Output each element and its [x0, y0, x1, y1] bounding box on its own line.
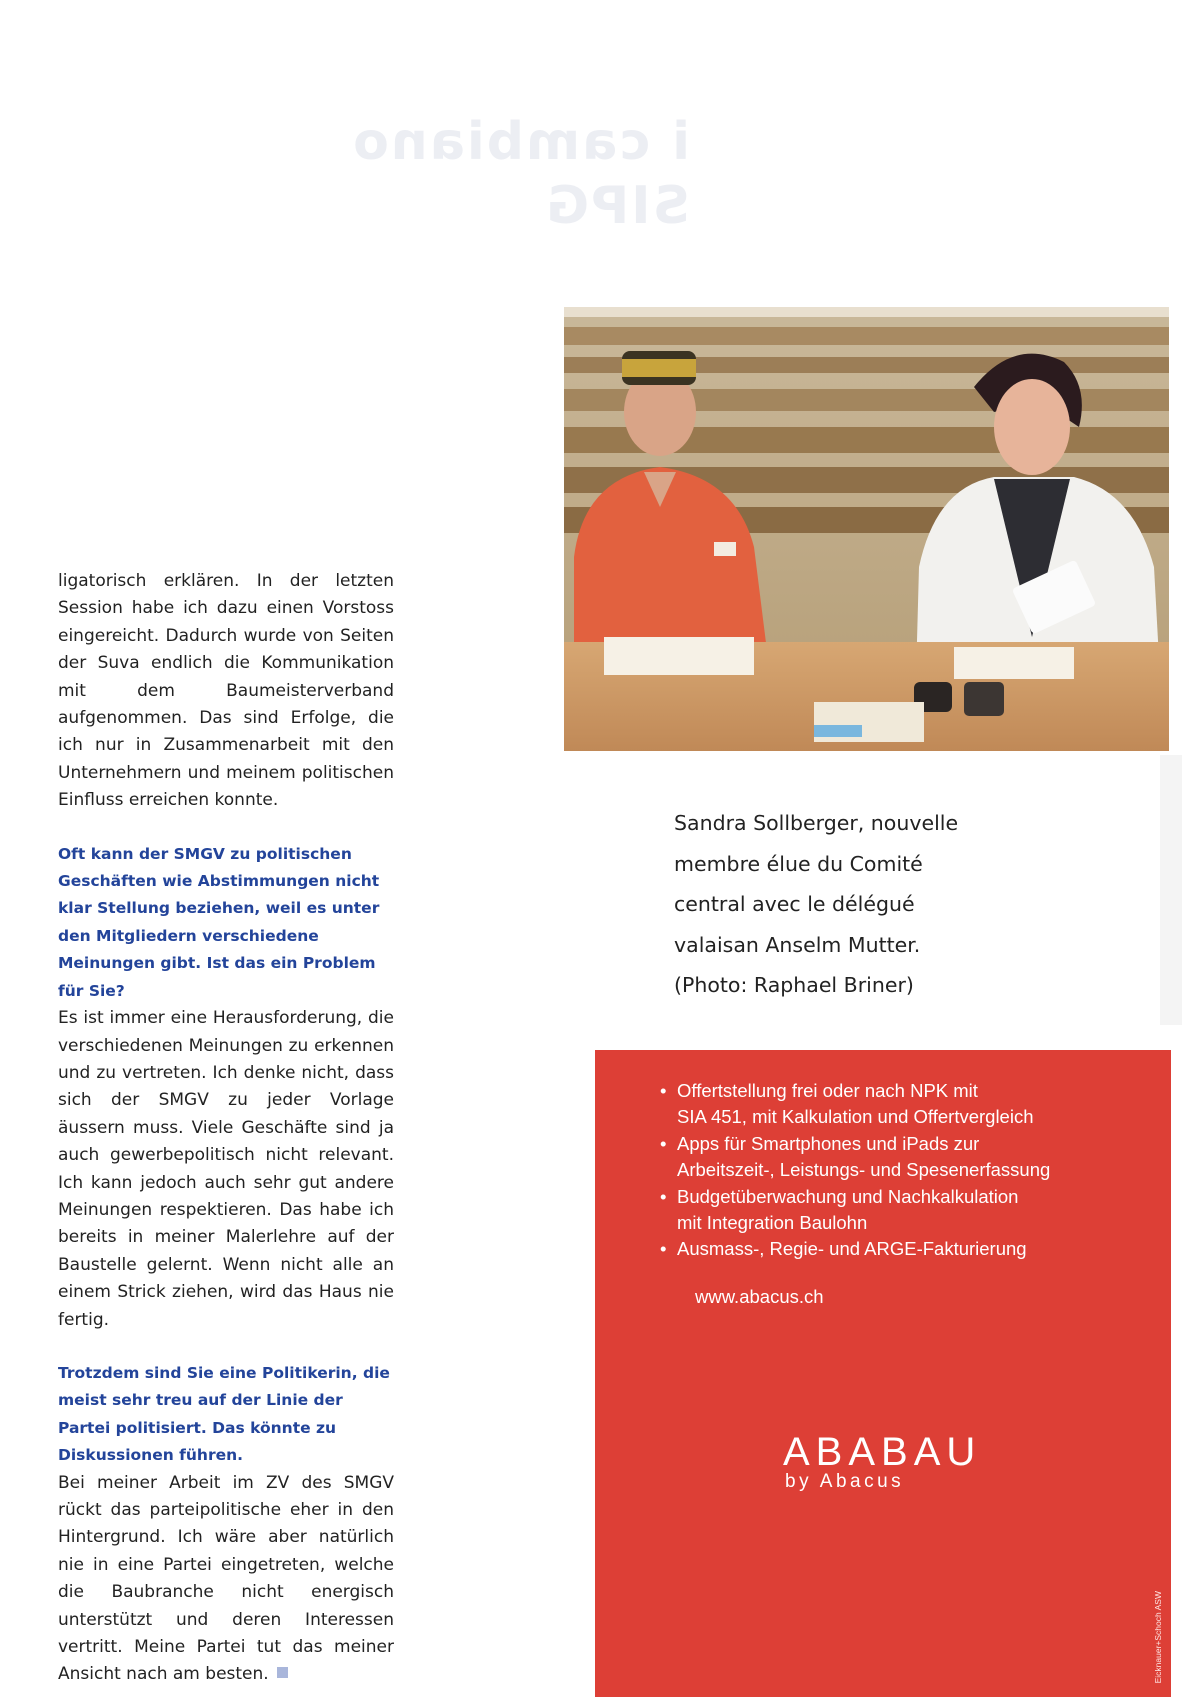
photo-caption	[674, 803, 994, 1006]
caption-line: (Photo: Raphael Briner)	[674, 973, 914, 997]
caption-line: valaisan Anselm Mutter.	[674, 932, 921, 957]
show-through-strip	[1160, 755, 1182, 1025]
bullet-icon: •	[660, 1185, 667, 1207]
ababau-logo	[783, 1431, 1013, 1493]
bullet-icon: •	[660, 1132, 667, 1154]
bullet-icon: •	[660, 1080, 667, 1101]
logo-subtitle: by Abacus	[785, 1471, 905, 1492]
end-of-article-icon	[277, 1667, 288, 1678]
interview-question: Oft kann der SMGV zu politischen Geschäften wie Abstimmungen nicht klar Stellung beziehen, weil es unter den Mitgliedern verschiedene Meinungen gibt. Ist das ein Problem für Sie?	[58, 844, 380, 1000]
ad-feature-item: • Budgetüberwachung und Nachkalkulation mit Integration Baulohn	[660, 1185, 1019, 1234]
ad-agency-credit: Eicknauer+Schoch ASW	[1153, 1590, 1163, 1683]
show-through-heading: i cambiano SIPG	[351, 112, 690, 236]
article-paragraph: ligatorisch erklären. In der letzten Session habe ich dazu einen Vorstoss eingereicht. Dadurch wurde von Seiten der Suva endlich die Kommunikation mit dem Baumeisterverband aufgenommen. Das sind Erfolge, die ich nur in Zusammenarbeit mit den Unternehmern und meinem politischen Einfluss erreichen konnte.	[58, 571, 394, 811]
caption-line: central avec le délégué	[674, 892, 915, 916]
ababau-wordmark	[783, 1431, 1013, 1469]
ad-feature-item: • Offertstellung frei oder nach NPK mit SIA 451, mit Kalkulation und Offertvergleich	[660, 1080, 1034, 1128]
caption-line: membre élue du Comité	[674, 851, 923, 876]
ad-feature-item: • Ausmass-, Regie- und ARGE-Fakturierung	[677, 1236, 1147, 1262]
caption-line: Sandra Sollberger, nouvelle	[674, 811, 959, 835]
article-column	[58, 568, 394, 1689]
interview-answer: Es ist immer eine Herausforderung, die verschiedenen Meinungen zu erkennen und zu vertreten. Ich denke nicht, dass sich der SMGV zu jeder Vorlage äussern muss. Viele Geschäfte sind ja auch gewerbepolitisch nicht relevant. Ich kann jedoch auch sehr gut andere Meinungen respektieren. Das habe ich bereits in meiner Malerlehre auf der Baustelle gelernt. Wenn nicht alle an einem Strick ziehen, wird das Haus nie fertig.	[58, 1008, 394, 1330]
bullet-icon: •	[660, 1238, 667, 1260]
interview-question: Trotzdem sind Sie eine Politikerin, die meist sehr treu auf der Linie der Partei politisiert. Das könnte zu Diskussionen führen.	[58, 1363, 390, 1465]
interview-answer: Bei meiner Arbeit im ZV des SMGV rückt das parteipolitische eher in den Hintergrund. Ich wäre aber natürlich nie in eine Partei eingetreten, welche die Baubranche nicht energisch unterstützt und deren Interessen vertritt. Meine Partei tut das meiner Ansicht nach am besten.	[58, 1472, 394, 1685]
ababau-advertisement	[595, 1050, 1171, 1697]
ad-website-link[interactable]: www.abacus.ch	[695, 1286, 824, 1307]
portrait-photo	[564, 307, 1169, 751]
ad-feature-item: • Apps für Smartphones und iPads zur Arbeitszeit-, Leistungs- und Spesenerfassung	[660, 1132, 1051, 1181]
photo-illustration	[564, 307, 1169, 751]
ad-feature-list	[660, 1078, 1147, 1263]
logo-wordmark-text: ABABAU	[783, 1431, 982, 1469]
